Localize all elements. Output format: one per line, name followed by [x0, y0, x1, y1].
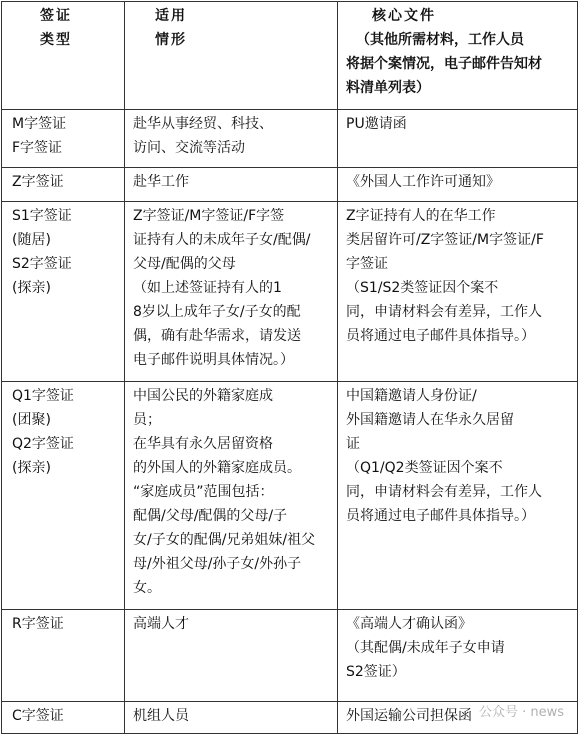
- docs-cell-line: （Q1/Q2类签证因个案不: [346, 460, 503, 476]
- visa-type-cell-line: Z字签证: [12, 174, 64, 190]
- table-row: [2, 202, 578, 382]
- visa-type-cell: [2, 202, 125, 382]
- docs-cell-line: 外国籍邀请人在华永久居留: [346, 412, 514, 428]
- case-cell-line: 父母/配偶的父母: [133, 256, 236, 272]
- docs-cell-line: 类居留许可/Z字签证/M字签证/F: [346, 232, 544, 248]
- visa-type-cell-line: M字签证: [12, 116, 67, 132]
- header-docs-title: 核心文件: [372, 8, 436, 24]
- visa-type-cell-line: S1字签证: [12, 208, 72, 224]
- case-cell: [125, 168, 338, 202]
- docs-cell: [338, 382, 578, 610]
- docs-cell-line: S2签证）: [346, 664, 406, 680]
- header-docs-note: 将据个案情况，电子邮件告知材: [346, 56, 542, 72]
- visa-type-cell-line: (团聚): [12, 412, 51, 428]
- header-applicable-case: [125, 2, 338, 110]
- case-cell: [125, 610, 338, 702]
- visa-table: [1, 1, 578, 734]
- case-cell-line: 母/外祖父母/孙子女/外孙子: [133, 556, 302, 572]
- table-row: [2, 382, 578, 610]
- case-cell-line: 中国公民的外籍家庭成: [133, 388, 273, 404]
- docs-cell-line: 字签证: [346, 256, 388, 272]
- visa-type-cell-line: S2字签证: [12, 256, 72, 272]
- case-cell-line: 机组人员: [133, 708, 189, 724]
- docs-cell-line: 中国籍邀请人身份证/: [346, 388, 477, 404]
- docs-cell-line: 同，申请材料会有差异，工作人: [346, 484, 542, 500]
- case-cell: [125, 202, 338, 382]
- table-row: [2, 110, 578, 168]
- case-cell-line: 的外国人的外籍家庭成员。: [133, 460, 301, 476]
- visa-type-cell-line: R字签证: [12, 616, 64, 632]
- visa-type-cell-line: Q1字签证: [12, 388, 74, 404]
- visa-type-cell-line: C字签证: [12, 708, 64, 724]
- case-cell-line: 在华具有永久居留资格: [133, 436, 273, 452]
- case-cell-line: Z字签证/M字签证/F字签: [133, 208, 285, 224]
- visa-type-cell-line: (随居): [12, 232, 51, 248]
- docs-cell: [338, 168, 578, 202]
- header-visa-type: [2, 2, 125, 110]
- header-visa-type-line: 签证: [40, 8, 72, 24]
- docs-cell-line: 员将通过电子邮件具体指导。）: [346, 328, 535, 344]
- table-row: [2, 610, 578, 702]
- header-case-line: 适用: [155, 8, 187, 24]
- case-cell-line: 女/子女的配偶/兄弟姐妹/祖父: [133, 532, 316, 548]
- header-case-line: 情形: [155, 32, 187, 48]
- case-cell: [125, 382, 338, 610]
- docs-cell-line: 《外国人工作许可通知》: [346, 174, 500, 190]
- case-cell-line: 证持有人的未成年子女/配偶/: [133, 232, 311, 248]
- header-docs-note: （其他所需材料，工作人员: [356, 32, 524, 48]
- case-cell-line: “家庭成员”范围包括：: [133, 484, 274, 500]
- header-visa-type-line: 类型: [40, 32, 72, 48]
- header-core-documents: [338, 2, 578, 110]
- visa-type-cell: [2, 610, 125, 702]
- docs-cell-line: 同，申请材料会有差异，工作人: [346, 304, 542, 320]
- table-header-row: [2, 2, 578, 110]
- visa-type-cell-line: Q2字签证: [12, 436, 74, 452]
- case-cell: [125, 702, 338, 734]
- visa-type-cell: [2, 110, 125, 168]
- case-cell-line: 访问、交流等活动: [133, 140, 245, 156]
- visa-type-cell: [2, 702, 125, 734]
- case-cell-line: 员；: [133, 412, 161, 428]
- visa-type-cell: [2, 168, 125, 202]
- watermark: 公众号 · news: [478, 705, 564, 720]
- case-cell-line: 配偶/父母/配偶的父母/子: [133, 508, 288, 524]
- visa-type-cell-line: F字签证: [12, 140, 63, 156]
- docs-cell-line: PU邀请函: [346, 116, 407, 132]
- case-cell-line: 赴华从事经贸、科技、: [133, 116, 273, 132]
- docs-cell-line: （其配偶/未成年子女申请: [346, 640, 505, 656]
- docs-cell: [338, 202, 578, 382]
- case-cell: [125, 110, 338, 168]
- case-cell-line: 偶，确有赴华需求，请发送: [133, 328, 301, 344]
- header-docs-note: 料清单列表）: [346, 80, 430, 96]
- docs-cell-line: （S1/S2类签证因个案不: [346, 280, 499, 296]
- docs-cell-line: 员将通过电子邮件具体指导。）: [346, 508, 535, 524]
- case-cell-line: 赴华工作: [133, 174, 189, 190]
- table-row: [2, 168, 578, 202]
- docs-cell-line: Z字证持有人的在华工作: [346, 208, 496, 224]
- visa-type-cell-line: (探亲): [12, 280, 51, 296]
- visa-type-cell: [2, 382, 125, 610]
- case-cell-line: 电子邮件说明具体情况。）: [133, 352, 294, 368]
- case-cell-line: 8岁以上成年子女/子女的配: [133, 304, 301, 320]
- visa-type-cell-line: (探亲): [12, 460, 51, 476]
- docs-cell: [338, 110, 578, 168]
- docs-cell: [338, 610, 578, 702]
- docs-cell-line: 外国运输公司担保函: [346, 708, 472, 724]
- case-cell-line: （如上述签证持有人的1: [133, 280, 282, 296]
- case-cell-line: 女。: [133, 580, 161, 596]
- case-cell-line: 高端人才: [133, 616, 189, 632]
- docs-cell-line: 证: [346, 436, 360, 452]
- docs-cell-line: 《高端人才确认函》: [346, 616, 472, 632]
